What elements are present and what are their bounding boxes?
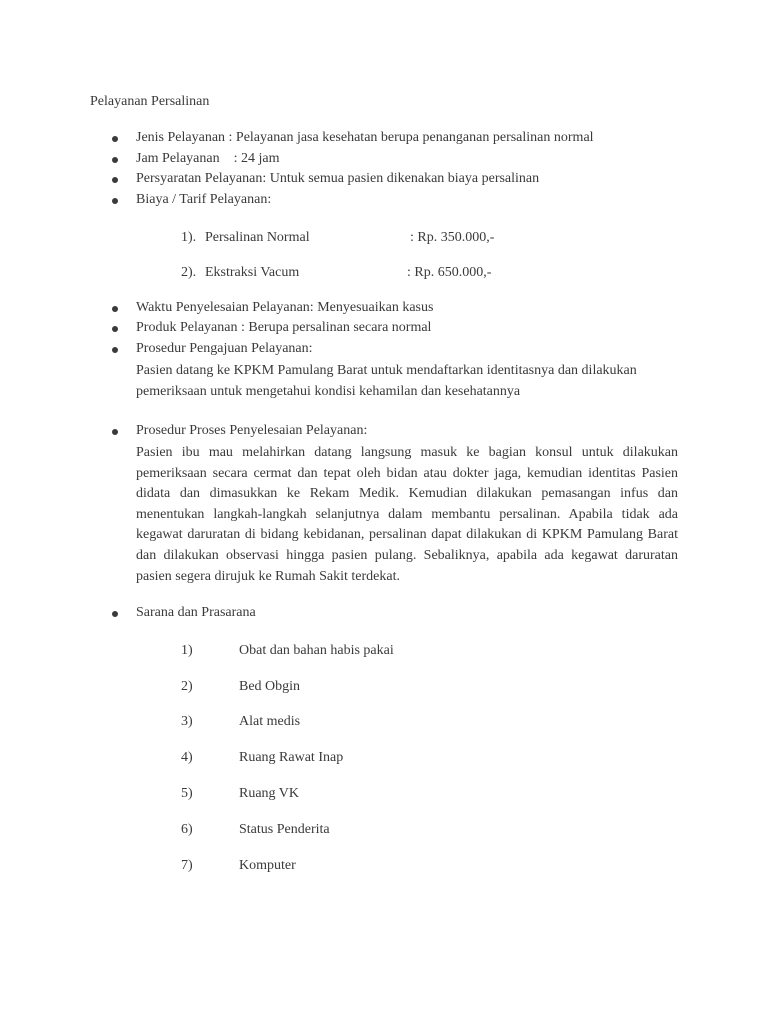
tarif-number: 2). (181, 265, 197, 280)
bullet-persyaratan: Persyaratan Pelayanan: Untuk semua pasien dikenakan biaya persalinan (136, 171, 540, 186)
bullet-prosedur-proses: Prosedur Proses Penyelesaian Pelayanan: (136, 423, 368, 438)
bullet-jam-pelayanan: Jam Pelayanan : 24 jam (136, 151, 280, 166)
sarana-item: Bed Obgin (239, 679, 301, 694)
bullet-dot (112, 347, 118, 353)
proses-paragraph: Pasien ibu mau melahirkan datang langsung masuk ke bagian konsul untuk dilakukan pemeriksaan secara cermat dan tepat oleh bidan atau dokter jaga, kemudian identitas Pasien didata dan dimasukkan ke Rekam Medik. Kemudian dilakukan pemasangan infus dan menentukan langkah-langkah selanjutnya dalam membantu persalinan. Apabila tidak ada kegawat daruratan di bidang kebidanan, persalinan dapat dilakukan di KPKM Pamulang Barat dan dilakukan observasi hingga pasien pulang. Sebaliknya, apabila ada kegawat daruratan pasien segera dirujuk ke Rumah Sakit terdekat. (136, 445, 678, 584)
tarif-name: Ekstraksi Vacum (205, 265, 300, 280)
tarif-number: 1). (181, 230, 197, 245)
tarif-name: Persalinan Normal (205, 230, 310, 245)
sarana-number: 4) (181, 750, 193, 765)
bullet-dot (112, 326, 118, 332)
tarif-price: : Rp. 350.000,- (410, 230, 495, 245)
bullet-dot (112, 611, 118, 617)
document-title: Pelayanan Persalinan (90, 94, 210, 109)
tarif-price: : Rp. 650.000,- (407, 265, 492, 280)
sarana-item: Ruang Rawat Inap (239, 750, 344, 765)
sarana-number: 3) (181, 714, 193, 729)
sarana-number: 7) (181, 858, 193, 873)
pengajuan-paragraph: Pasien datang ke KPKM Pamulang Barat untuk mendaftarkan identitasnya dan dilakukan pemeriksaan untuk mengetahui kondisi kehamilan dan kesehatannya (136, 363, 637, 399)
sarana-item: Komputer (239, 858, 296, 873)
sarana-item: Ruang VK (239, 786, 300, 801)
bullet-dot (112, 157, 118, 163)
bullet-dot (112, 306, 118, 312)
sarana-item: Obat dan bahan habis pakai (239, 643, 394, 658)
bullet-sarana-prasarana: Sarana dan Prasarana (136, 605, 256, 620)
sarana-number: 6) (181, 822, 193, 837)
bullet-prosedur-pengajuan: Prosedur Pengajuan Pelayanan: (136, 341, 313, 356)
bullet-produk-pelayanan: Produk Pelayanan : Berupa persalinan secara normal (136, 320, 432, 335)
bullet-dot (112, 136, 118, 142)
sarana-item: Alat medis (239, 714, 301, 729)
sarana-number: 1) (181, 643, 193, 658)
bullet-waktu-penyelesaian: Waktu Penyelesaian Pelayanan: Menyesuaikan kasus (136, 300, 434, 315)
sarana-item: Status Penderita (239, 822, 330, 837)
bullet-biaya-tarif: Biaya / Tarif Pelayanan: (136, 192, 272, 207)
bullet-dot (112, 177, 118, 183)
sarana-number: 2) (181, 679, 193, 694)
bullet-dot (112, 429, 118, 435)
sarana-number: 5) (181, 786, 193, 801)
bullet-dot (112, 198, 118, 204)
bullet-jenis-pelayanan: Jenis Pelayanan : Pelayanan jasa kesehatan berupa penanganan persalinan normal (136, 130, 594, 145)
